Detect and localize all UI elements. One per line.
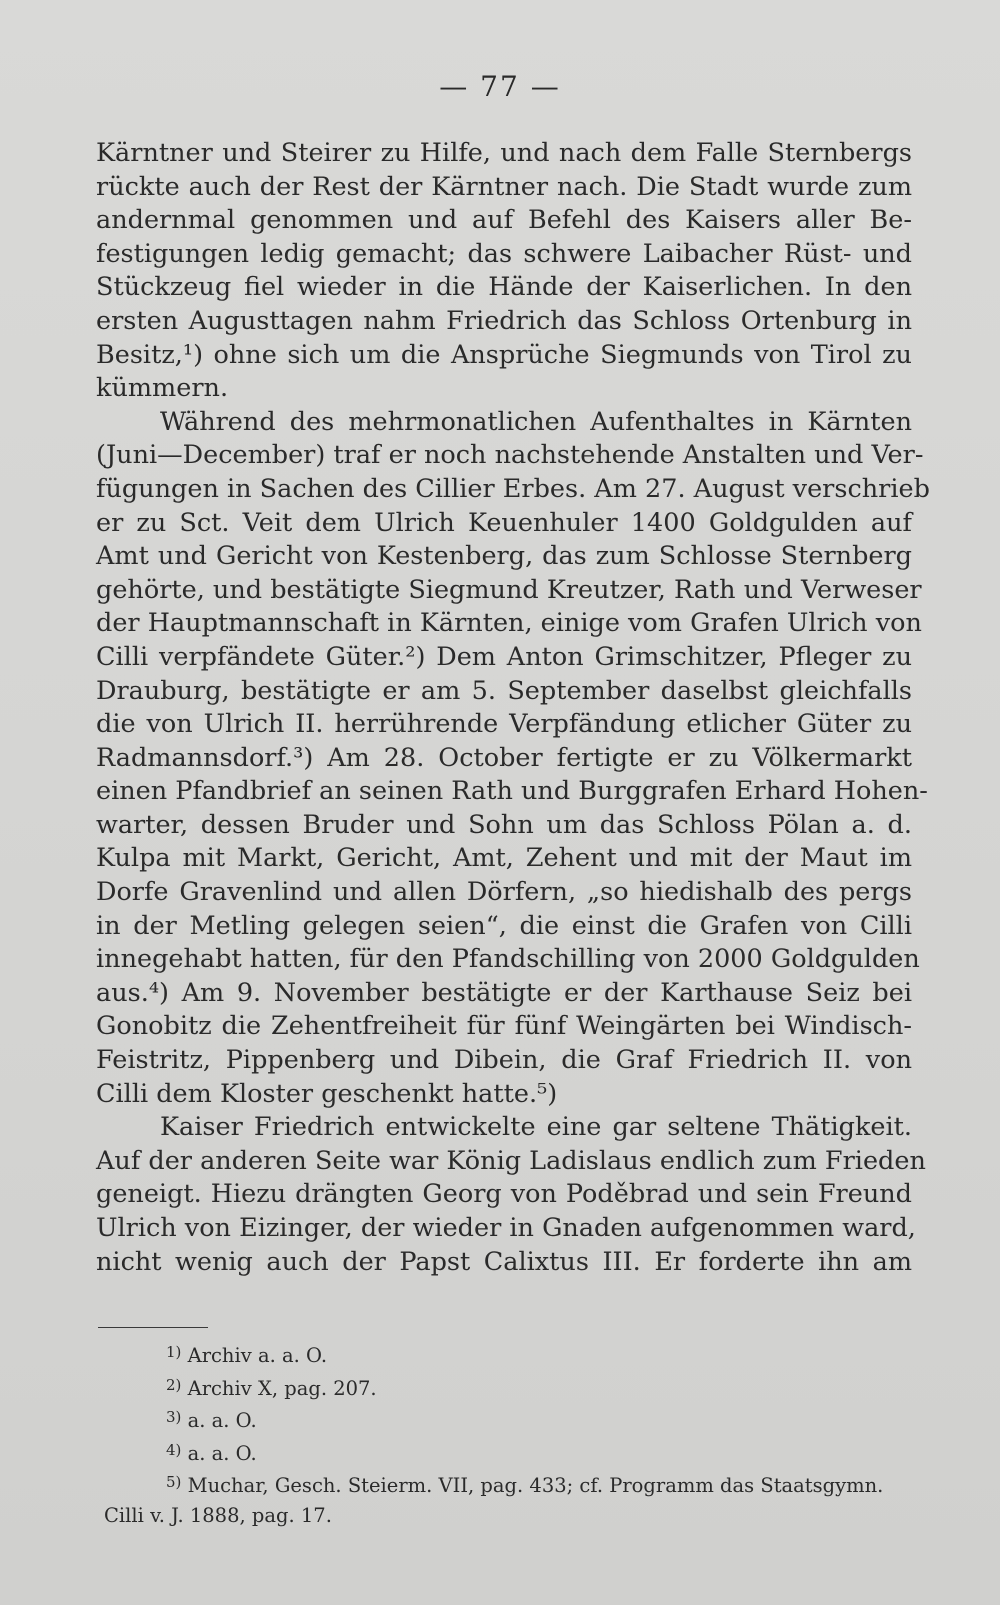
- text-line: die von Ulrich II. herrührende Verpfändung etlicher Güter zu: [96, 709, 912, 740]
- text-line: in der Metling gelegen seien“, die einst die Grafen von Cilli: [96, 910, 912, 941]
- text-line: nicht wenig auch der Papst Calixtus III. Er forderte ihn am: [96, 1246, 912, 1277]
- text-line: Kaiser Friedrich entwickelte eine gar seltene Thätigkeit.: [160, 1112, 912, 1143]
- text-line: Cilli dem Kloster geschenkt hatte.⁵): [96, 1078, 558, 1109]
- footnote-text: Muchar, Gesch. Steierm. VII, pag. 433; cf. Programm das Staatsgymn.: [187, 1474, 884, 1498]
- text-line: rückte auch der Rest der Kärntner nach. Die Stadt wurde zum: [96, 171, 912, 202]
- footnotes: [96, 1338, 916, 1531]
- footnote-number: 3): [166, 1408, 182, 1427]
- footnote-text: Archiv a. a. O.: [187, 1344, 328, 1367]
- text-line: (Juni—December) traf er noch nachstehende Anstalten und Ver-: [96, 440, 924, 471]
- footnote-text: Archiv X, pag. 207.: [187, 1376, 377, 1400]
- page-number: — 77 —: [439, 70, 561, 103]
- text-line: Ulrich von Eizinger, der wieder in Gnaden aufgenommen ward,: [96, 1213, 916, 1243]
- footnote-continuation: Cilli v. J. 1888, pag. 17.: [104, 1503, 332, 1527]
- footnote-number: 4): [166, 1440, 182, 1459]
- footnote-separator: [98, 1327, 208, 1328]
- text-line: Cilli verpfändete Güter.²) Dem Anton Grimschitzer, Pfleger zu: [96, 641, 912, 672]
- footnote: [96, 1371, 916, 1404]
- text-line: Amt und Gericht von Kestenberg, das zum Schlosse Sternberg: [96, 541, 912, 572]
- text-line: innegehabt hatten, für den Pfandschilling von 2000 Goldgulden: [96, 944, 920, 975]
- text-line: Drauburg, bestätigte er am 5. September daselbst gleichfalls: [96, 675, 912, 706]
- text-line: aus.⁴) Am 9. November bestätigte er der Karthause Seiz bei: [96, 977, 912, 1008]
- text-line: Dorfe Gravenlind und allen Dörfern, „so hiedishalb des pergs: [96, 877, 912, 908]
- main-text: [96, 137, 930, 1279]
- text-line: er zu Sct. Veit dem Ulrich Keuenhuler 1400 Goldgulden auf: [96, 507, 912, 538]
- footnote-number: 2): [166, 1375, 182, 1394]
- footnote: [96, 1468, 916, 1501]
- footnote-text: a. a. O.: [187, 1441, 257, 1465]
- text-line: geneigt. Hiezu drängten Georg von Poděbrad und sein Freund: [96, 1179, 912, 1210]
- text-line: der Hauptmannschaft in Kärnten, einige vom Grafen Ulrich von: [96, 608, 922, 639]
- text-line: Besitz,¹) ohne sich um die Ansprüche Siegmunds von Tirol zu: [96, 339, 912, 370]
- footnote-number: 5): [166, 1473, 182, 1492]
- text-line: fügungen in Sachen des Cillier Erbes. Am 27. August verschrieb: [96, 473, 930, 504]
- text-line: Feistritz, Pippenberg und Dibein, die Graf Friedrich II. von: [96, 1045, 912, 1076]
- text-line: kümmern.: [96, 373, 229, 404]
- text-line: Gonobitz die Zehentfreiheit für fünf Weingärten bei Windisch-: [96, 1011, 912, 1042]
- text-line: Kulpa mit Markt, Gericht, Amt, Zehent und mit der Maut im: [96, 843, 912, 874]
- footnote-text: a. a. O.: [187, 1409, 257, 1433]
- text-line: ersten Augusttagen nahm Friedrich das Schloss Ortenburg in: [96, 305, 912, 336]
- footnote: [96, 1338, 916, 1371]
- text-line: Stückzeug fiel wieder in die Hände der Kaiserlichen. In den: [96, 272, 912, 303]
- footnote: [96, 1436, 916, 1469]
- text-line: Auf der anderen Seite war König Ladislaus endlich zum Frieden: [96, 1145, 926, 1176]
- text-line: Radmannsdorf.³) Am 28. October fertigte er zu Völkermarkt: [96, 742, 912, 773]
- footnote-number: 1): [166, 1343, 182, 1361]
- footnote: [96, 1403, 916, 1436]
- text-line: warter, dessen Bruder und Sohn um das Schloss Pölan a. d.: [96, 809, 912, 840]
- text-line: andernmal genommen und auf Befehl des Kaisers aller Be-: [96, 205, 912, 236]
- text-line: Während des mehrmonatlichen Aufenthaltes in Kärnten: [160, 406, 912, 437]
- text-line: Kärntner und Steirer zu Hilfe, und nach dem Falle Sternbergs: [96, 138, 912, 168]
- text-line: gehörte, und bestätigte Siegmund Kreutzer, Rath und Verweser: [96, 574, 922, 605]
- text-line: einen Pfandbrief an seinen Rath und Burggrafen Erhard Hohen-: [96, 776, 928, 807]
- text-line: festigungen ledig gemacht; das schwere Laibacher Rüst- und: [96, 238, 912, 269]
